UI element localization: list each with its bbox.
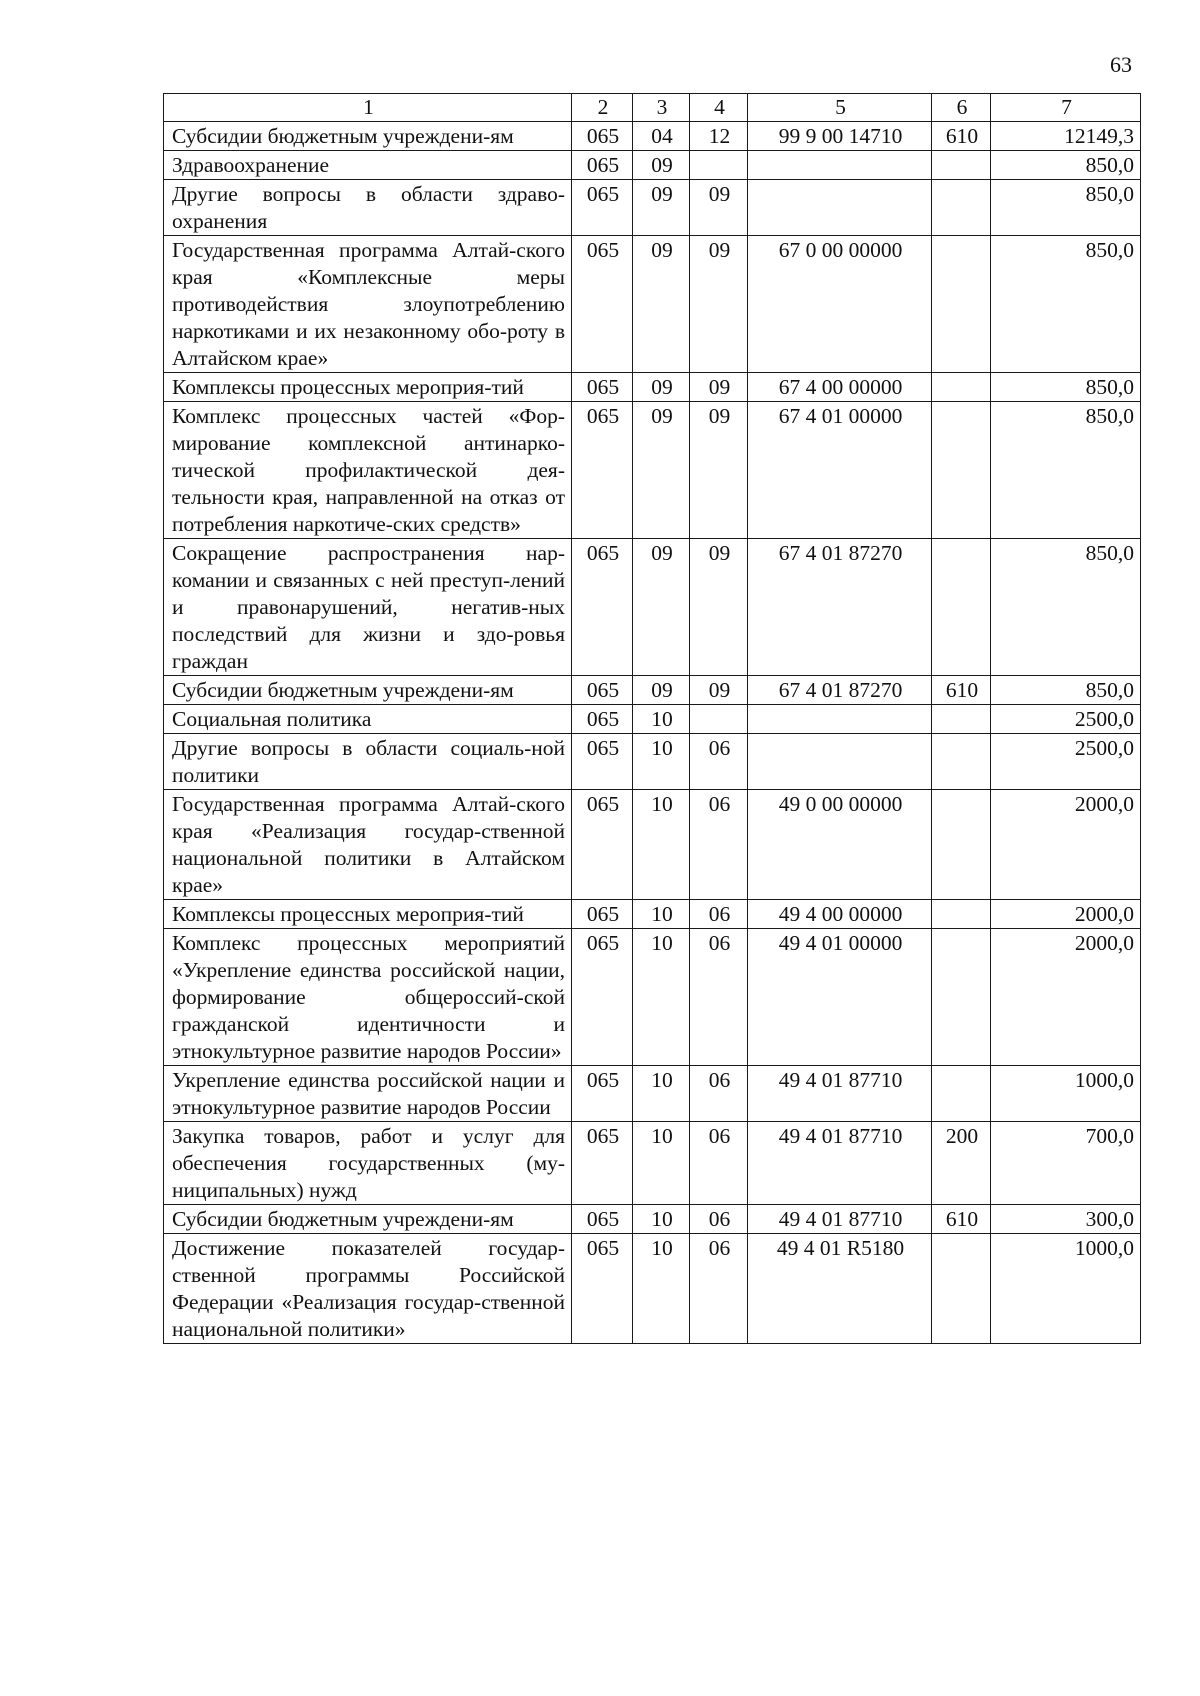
header-cell: 1: [164, 94, 572, 122]
admin-code-cell: 065: [572, 790, 633, 900]
admin-code-cell: 065: [572, 929, 633, 1066]
amount-cell: 850,0: [991, 151, 1141, 180]
target-article-cell: 67 4 01 87270: [748, 539, 932, 676]
table-row: [164, 180, 1141, 236]
subsection-code-cell: 06: [690, 1122, 748, 1205]
amount-cell: 850,0: [991, 373, 1141, 402]
admin-code-cell: 065: [572, 236, 633, 373]
expense-type-cell: 610: [932, 676, 991, 705]
target-article-cell: 49 4 01 87710: [748, 1066, 932, 1122]
expense-type-cell: 200: [932, 1122, 991, 1205]
section-code-cell: 10: [633, 1205, 690, 1234]
row-name-cell: Комплекс процессных частей «Фор-мирование комплексной антинарко-тической профилактической дея-тельности края, направленной на отказ от потребления наркотиче-ских средств»: [164, 402, 572, 539]
amount-cell: 2500,0: [991, 705, 1141, 734]
admin-code-cell: 065: [572, 151, 633, 180]
admin-code-cell: 065: [572, 1066, 633, 1122]
table-row: [164, 790, 1141, 900]
target-article-cell: 67 4 01 87270: [748, 676, 932, 705]
target-article-cell: 49 4 01 87710: [748, 1205, 932, 1234]
admin-code-cell: 065: [572, 180, 633, 236]
expense-type-cell: [932, 373, 991, 402]
row-name-cell: Достижение показателей государ-ственной программы Российской Федерации «Реализация государ-ственной национальной политики»: [164, 1234, 572, 1344]
section-code-cell: 10: [633, 1122, 690, 1205]
target-article-cell: 49 4 01 87710: [748, 1122, 932, 1205]
amount-cell: 2000,0: [991, 929, 1141, 1066]
table-row: [164, 373, 1141, 402]
table-row: [164, 676, 1141, 705]
target-article-cell: [748, 151, 932, 180]
admin-code-cell: 065: [572, 734, 633, 790]
section-code-cell: 10: [633, 790, 690, 900]
expense-type-cell: [932, 236, 991, 373]
amount-cell: 700,0: [991, 1122, 1141, 1205]
subsection-code-cell: 09: [690, 676, 748, 705]
subsection-code-cell: 06: [690, 1234, 748, 1344]
subsection-code-cell: [690, 151, 748, 180]
admin-code-cell: 065: [572, 122, 633, 151]
amount-cell: 850,0: [991, 539, 1141, 676]
expense-type-cell: 610: [932, 122, 991, 151]
table-row: [164, 402, 1141, 539]
table-row: [164, 122, 1141, 151]
row-name-cell: Здравоохранение: [164, 151, 572, 180]
target-article-cell: 49 0 00 00000: [748, 790, 932, 900]
expense-type-cell: [932, 900, 991, 929]
amount-cell: 1000,0: [991, 1234, 1141, 1344]
subsection-code-cell: 09: [690, 180, 748, 236]
subsection-code-cell: 06: [690, 1205, 748, 1234]
section-code-cell: 10: [633, 1234, 690, 1344]
amount-cell: 850,0: [991, 402, 1141, 539]
target-article-cell: 49 4 01 00000: [748, 929, 932, 1066]
header-cell: 5: [748, 94, 932, 122]
section-code-cell: 09: [633, 539, 690, 676]
row-name-cell: Другие вопросы в области социаль-ной политики: [164, 734, 572, 790]
row-name-cell: Субсидии бюджетным учреждени-ям: [164, 1205, 572, 1234]
expense-type-cell: [932, 402, 991, 539]
admin-code-cell: 065: [572, 676, 633, 705]
section-code-cell: 04: [633, 122, 690, 151]
section-code-cell: 09: [633, 180, 690, 236]
target-article-cell: 67 4 01 00000: [748, 402, 932, 539]
amount-cell: 12149,3: [991, 122, 1141, 151]
row-name-cell: Государственная программа Алтай-ского края «Комплексные меры противодействия злоупотреблению наркотиками и их незаконному обо-роту в Алтайском крае»: [164, 236, 572, 373]
expense-type-cell: [932, 180, 991, 236]
table-row: [164, 705, 1141, 734]
amount-cell: 850,0: [991, 676, 1141, 705]
section-code-cell: 09: [633, 402, 690, 539]
expense-type-cell: [932, 151, 991, 180]
header-cell: 3: [633, 94, 690, 122]
amount-cell: 2000,0: [991, 900, 1141, 929]
table-row: [164, 151, 1141, 180]
section-code-cell: 10: [633, 929, 690, 1066]
section-code-cell: 09: [633, 676, 690, 705]
page-number: 63: [1110, 52, 1132, 77]
section-code-cell: 10: [633, 705, 690, 734]
target-article-cell: 49 4 01 R5180: [748, 1234, 932, 1344]
admin-code-cell: 065: [572, 1234, 633, 1344]
target-article-cell: [748, 705, 932, 734]
subsection-code-cell: 09: [690, 373, 748, 402]
subsection-code-cell: 09: [690, 236, 748, 373]
subsection-code-cell: 06: [690, 1066, 748, 1122]
header-cell: 7: [991, 94, 1141, 122]
target-article-cell: 67 4 00 00000: [748, 373, 932, 402]
table-row: [164, 539, 1141, 676]
expense-type-cell: [932, 790, 991, 900]
expense-type-cell: [932, 1234, 991, 1344]
row-name-cell: Субсидии бюджетным учреждени-ям: [164, 676, 572, 705]
admin-code-cell: 065: [572, 900, 633, 929]
section-code-cell: 10: [633, 734, 690, 790]
table-header-row: [164, 94, 1141, 122]
section-code-cell: 10: [633, 900, 690, 929]
expense-type-cell: [932, 734, 991, 790]
expense-type-cell: [932, 705, 991, 734]
table-row: [164, 929, 1141, 1066]
table-row: [164, 734, 1141, 790]
row-name-cell: Комплексы процессных мероприя-тий: [164, 373, 572, 402]
row-name-cell: Государственная программа Алтай-ского края «Реализация государ-ственной национальной политики в Алтайском крае»: [164, 790, 572, 900]
row-name-cell: Комплексы процессных мероприя-тий: [164, 900, 572, 929]
header-cell: 4: [690, 94, 748, 122]
target-article-cell: 99 9 00 14710: [748, 122, 932, 151]
amount-cell: 1000,0: [991, 1066, 1141, 1122]
budget-table: [163, 93, 1141, 1344]
expense-type-cell: [932, 539, 991, 676]
table-row: [164, 1205, 1141, 1234]
table-row: [164, 900, 1141, 929]
row-name-cell: Закупка товаров, работ и услуг для обеспечения государственных (му-ниципальных) нужд: [164, 1122, 572, 1205]
header-cell: 2: [572, 94, 633, 122]
table-row: [164, 1122, 1141, 1205]
subsection-code-cell: 06: [690, 734, 748, 790]
target-article-cell: 49 4 00 00000: [748, 900, 932, 929]
admin-code-cell: 065: [572, 1205, 633, 1234]
row-name-cell: Социальная политика: [164, 705, 572, 734]
table-row: [164, 236, 1141, 373]
section-code-cell: 09: [633, 373, 690, 402]
amount-cell: 300,0: [991, 1205, 1141, 1234]
amount-cell: 2000,0: [991, 790, 1141, 900]
row-name-cell: Сокращение распространения нар-комании и связанных с ней преступ-лений и правонарушений, негатив-ных последствий для жизни и здо-ровья граждан: [164, 539, 572, 676]
expense-type-cell: [932, 929, 991, 1066]
admin-code-cell: 065: [572, 705, 633, 734]
table-row: [164, 1066, 1141, 1122]
target-article-cell: [748, 734, 932, 790]
row-name-cell: Комплекс процессных мероприятий «Укрепление единства российской нации, формирование общероссий-ской гражданской идентичности и этнокультурное развитие народов России»: [164, 929, 572, 1066]
admin-code-cell: 065: [572, 1122, 633, 1205]
amount-cell: 850,0: [991, 236, 1141, 373]
amount-cell: 2500,0: [991, 734, 1141, 790]
subsection-code-cell: 06: [690, 790, 748, 900]
amount-cell: 850,0: [991, 180, 1141, 236]
row-name-cell: Укрепление единства российской нации и этнокультурное развитие народов России: [164, 1066, 572, 1122]
subsection-code-cell: 06: [690, 929, 748, 1066]
row-name-cell: Субсидии бюджетным учреждени-ям: [164, 122, 572, 151]
target-article-cell: 67 0 00 00000: [748, 236, 932, 373]
expense-type-cell: [932, 1066, 991, 1122]
section-code-cell: 09: [633, 236, 690, 373]
admin-code-cell: 065: [572, 539, 633, 676]
subsection-code-cell: 09: [690, 402, 748, 539]
expense-type-cell: 610: [932, 1205, 991, 1234]
table-row: [164, 1234, 1141, 1344]
row-name-cell: Другие вопросы в области здраво-охранения: [164, 180, 572, 236]
admin-code-cell: 065: [572, 373, 633, 402]
subsection-code-cell: 09: [690, 539, 748, 676]
target-article-cell: [748, 180, 932, 236]
header-cell: 6: [932, 94, 991, 122]
section-code-cell: 09: [633, 151, 690, 180]
subsection-code-cell: 12: [690, 122, 748, 151]
subsection-code-cell: 06: [690, 900, 748, 929]
admin-code-cell: 065: [572, 402, 633, 539]
section-code-cell: 10: [633, 1066, 690, 1122]
subsection-code-cell: [690, 705, 748, 734]
